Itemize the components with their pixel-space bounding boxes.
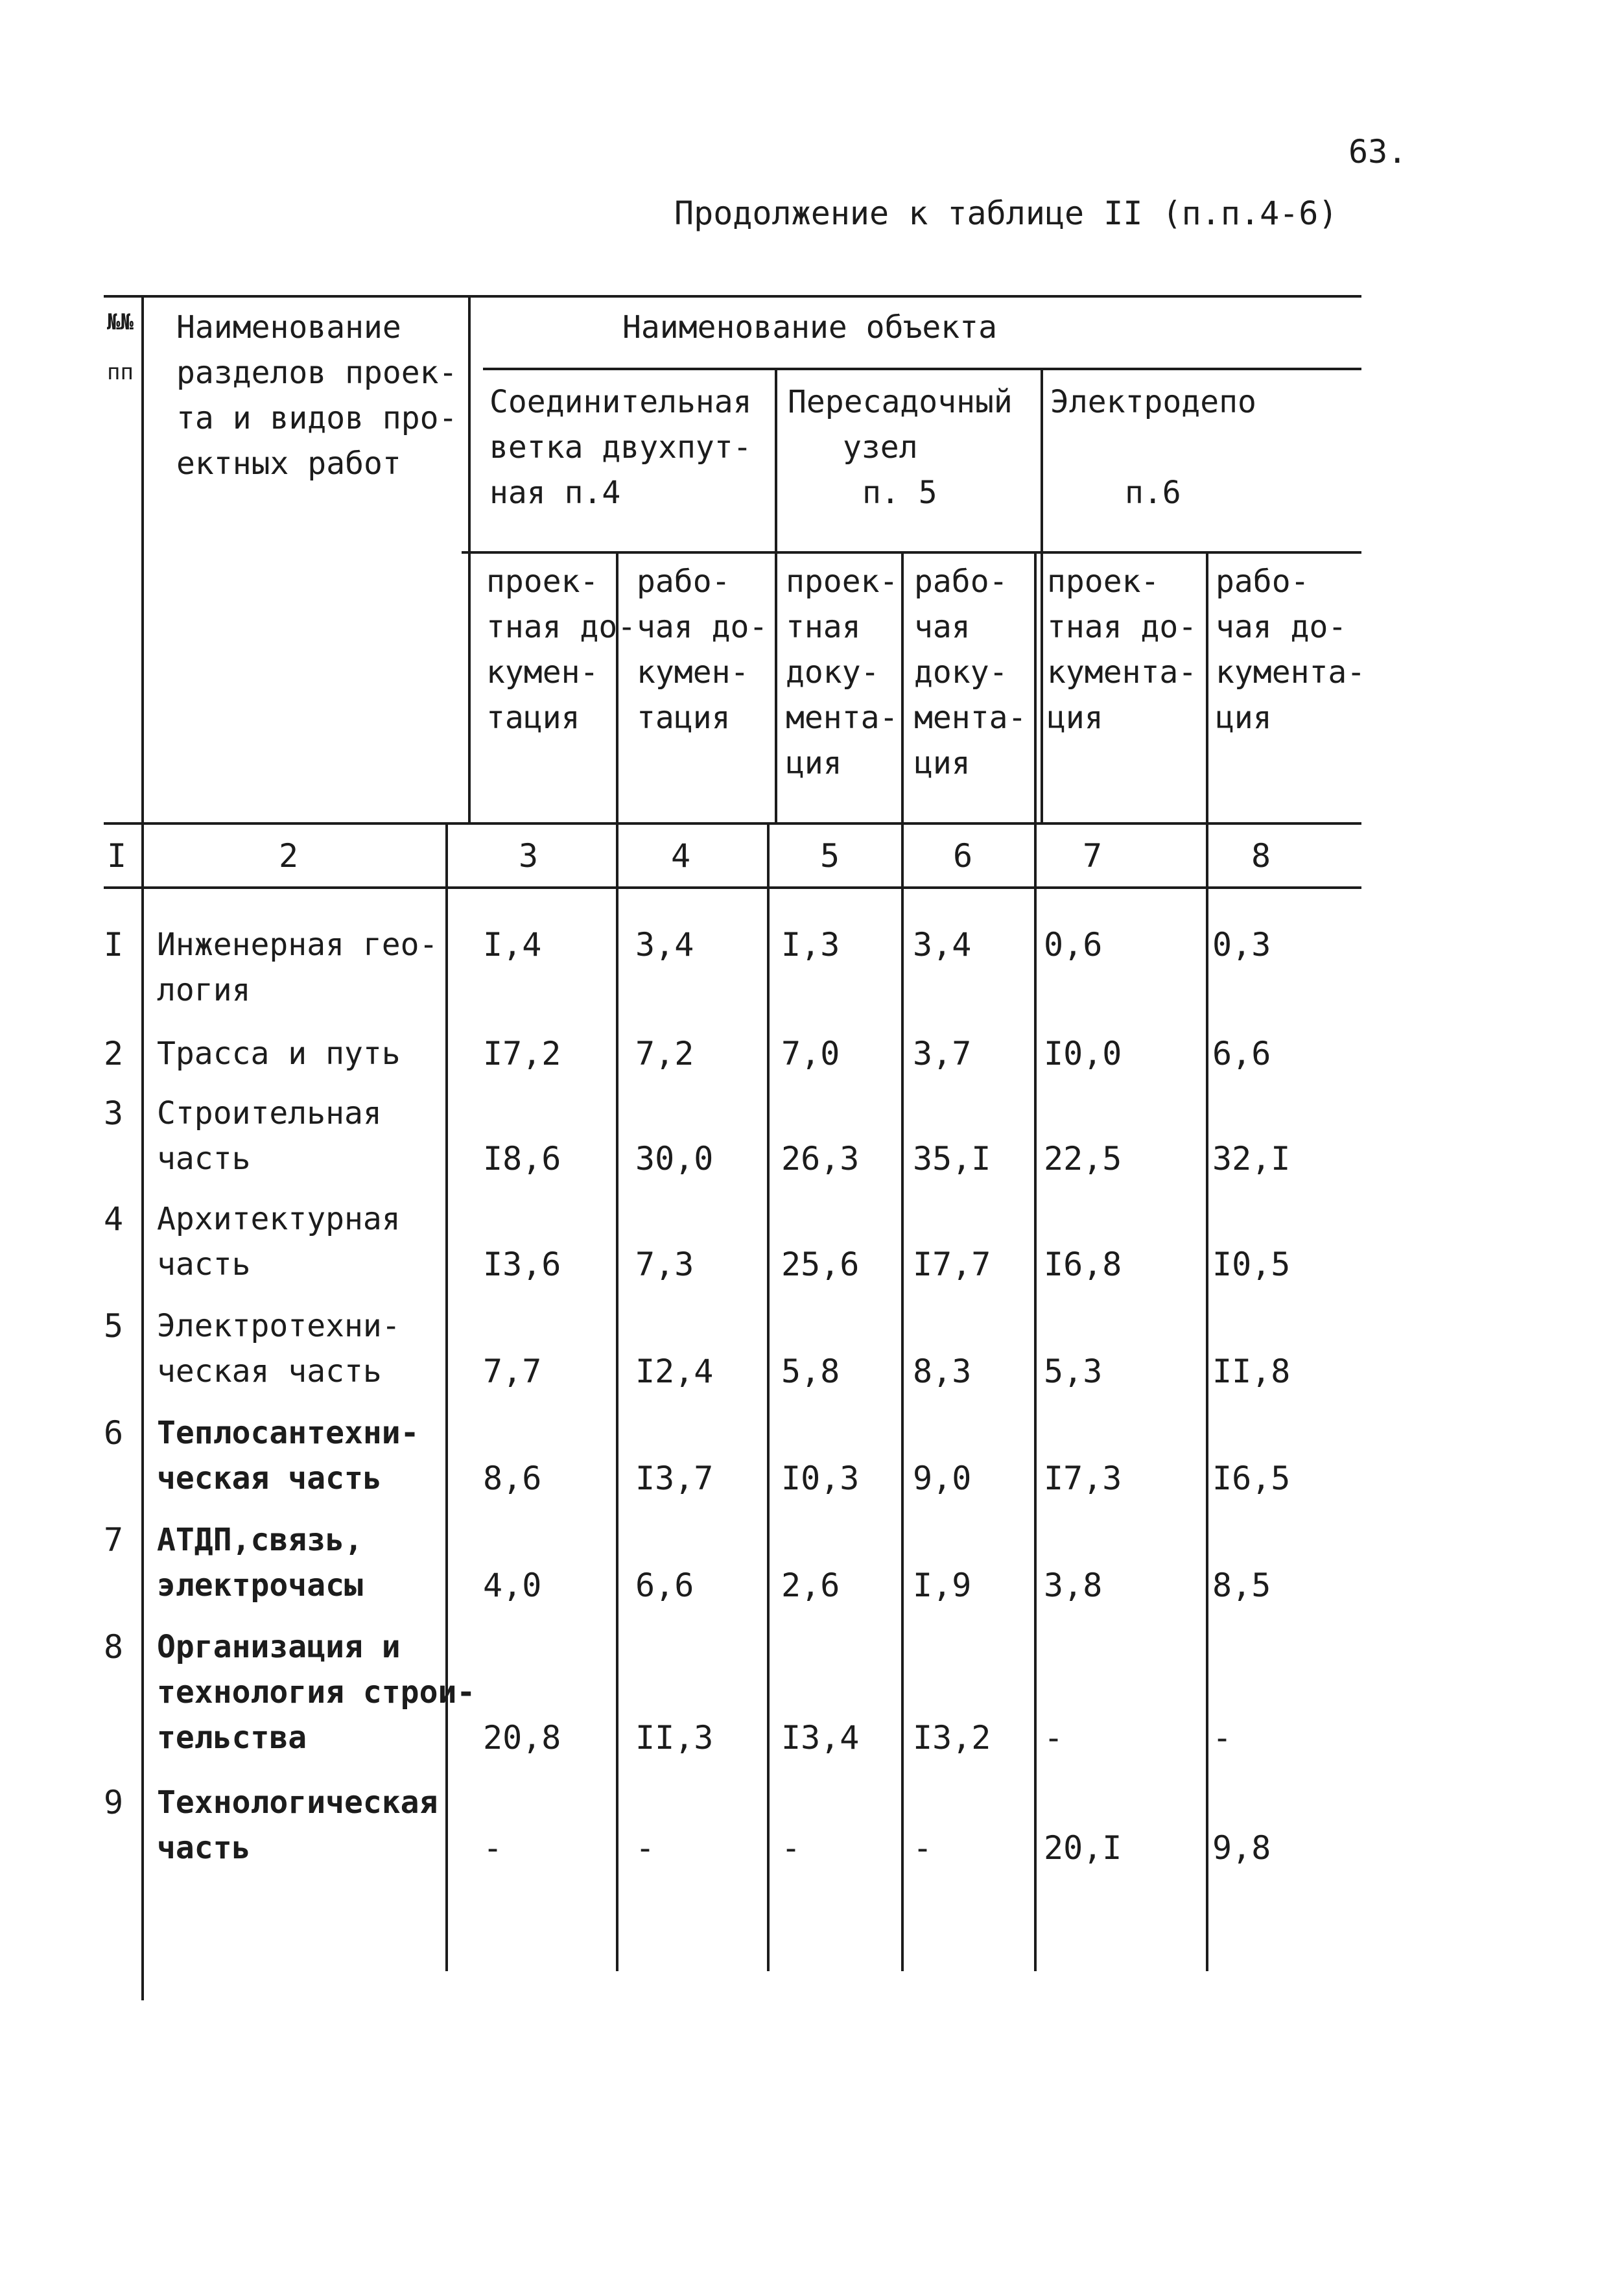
row-number: 8 bbox=[104, 1628, 124, 1666]
subcol-header: ция bbox=[914, 745, 971, 781]
col-divider-6 bbox=[1034, 551, 1037, 1971]
row-value: 20,I bbox=[1044, 1829, 1122, 1867]
row-value: I0,0 bbox=[1044, 1035, 1122, 1072]
col-divider-2-header bbox=[468, 295, 471, 822]
object-header: Пересадочный bbox=[788, 384, 1013, 420]
row-value: I3,6 bbox=[483, 1246, 561, 1283]
row-name: Электротехни- bbox=[157, 1308, 401, 1344]
row-value: I7,7 bbox=[913, 1246, 991, 1283]
column-number: 4 bbox=[671, 837, 691, 875]
object-header: ветка двухпут- bbox=[489, 429, 752, 466]
row-value: 5,3 bbox=[1044, 1353, 1103, 1390]
subcol-header: чая bbox=[914, 609, 971, 645]
col-divider-2 bbox=[445, 822, 448, 1971]
subcol-header: ция bbox=[786, 745, 842, 781]
row-value: I6,8 bbox=[1044, 1246, 1122, 1283]
row-value: I6,5 bbox=[1212, 1460, 1291, 1497]
row-number: I bbox=[104, 926, 124, 964]
subcol-header: рабо- bbox=[914, 563, 1008, 600]
page-number: 63. bbox=[1348, 133, 1407, 171]
row-value: 8,6 bbox=[483, 1460, 542, 1497]
row-value: 9,0 bbox=[913, 1460, 972, 1497]
subcol-header: кумента- bbox=[1047, 654, 1197, 691]
row-name: технология строи- bbox=[157, 1674, 476, 1711]
col-divider-4 bbox=[767, 822, 770, 1971]
row-value: I8,6 bbox=[483, 1140, 561, 1178]
column-number: 5 bbox=[820, 837, 840, 875]
row-value: 3,4 bbox=[635, 926, 694, 964]
section-name-header: та и видов про- bbox=[176, 400, 458, 436]
subcol-header: доку- bbox=[786, 654, 880, 691]
subcol-header: кумен- bbox=[486, 654, 599, 691]
row-name: тельства bbox=[157, 1720, 307, 1756]
row-value: 4,0 bbox=[483, 1567, 542, 1604]
section-name-header: разделов проек- bbox=[176, 355, 458, 391]
subcol-header: проек- bbox=[486, 563, 599, 600]
object-divider-2 bbox=[1041, 368, 1043, 822]
subcol-header: тация bbox=[486, 700, 580, 736]
col-divider-5 bbox=[901, 551, 904, 1971]
row-value: 26,3 bbox=[781, 1140, 860, 1178]
num-header: пп bbox=[107, 359, 134, 385]
row-name: Теплосантехни- bbox=[157, 1415, 419, 1451]
column-number: 2 bbox=[279, 837, 299, 875]
row-name: Организация и bbox=[157, 1629, 401, 1665]
object-header: п.6 bbox=[1125, 475, 1181, 511]
row-number: 2 bbox=[104, 1035, 124, 1072]
row-value: I,3 bbox=[781, 926, 840, 964]
table-top-rule bbox=[104, 295, 1361, 298]
row-value: I,9 bbox=[913, 1567, 972, 1604]
row-value: 5,8 bbox=[781, 1353, 840, 1390]
row-value: 7,3 bbox=[635, 1246, 694, 1283]
header-bottom-rule bbox=[104, 822, 1361, 825]
row-value: - bbox=[1212, 1719, 1232, 1757]
row-value: 8,3 bbox=[913, 1353, 972, 1390]
object-header: узел bbox=[843, 429, 918, 466]
row-value: 8,5 bbox=[1212, 1567, 1271, 1604]
row-value: I3,4 bbox=[781, 1719, 860, 1757]
row-value: 6,6 bbox=[635, 1567, 694, 1604]
row-name: АТДП,связь, bbox=[157, 1522, 363, 1558]
row-value: - bbox=[1044, 1719, 1064, 1757]
row-value: - bbox=[635, 1829, 655, 1867]
subcol-header: рабо- bbox=[1216, 563, 1310, 600]
row-value: 7,2 bbox=[635, 1035, 694, 1072]
row-value: 3,4 bbox=[913, 926, 972, 964]
row-number: 4 bbox=[104, 1200, 124, 1238]
object-name-header: Наименование объекта bbox=[622, 309, 997, 346]
row-value: 20,8 bbox=[483, 1719, 561, 1757]
row-number: 9 bbox=[104, 1784, 124, 1821]
col-divider-7 bbox=[1206, 551, 1208, 1971]
row-name: Трасса и путь bbox=[157, 1036, 401, 1072]
subcol-header: тная до- bbox=[1047, 609, 1197, 645]
row-value: 35,I bbox=[913, 1140, 991, 1178]
row-name: электрочасы bbox=[157, 1567, 363, 1604]
table-caption: Продолжение к таблице II (п.п.4-6) bbox=[674, 195, 1338, 232]
row-value: I7,2 bbox=[483, 1035, 561, 1072]
row-value: 2,6 bbox=[781, 1567, 840, 1604]
row-value: - bbox=[913, 1829, 933, 1867]
subcol-header: мента- bbox=[914, 700, 1027, 736]
subcol-header: ция bbox=[1216, 700, 1272, 736]
row-value: 22,5 bbox=[1044, 1140, 1122, 1178]
subcol-header: доку- bbox=[914, 654, 1008, 691]
row-value: I3,7 bbox=[635, 1460, 714, 1497]
subcol-header: проек- bbox=[1047, 563, 1160, 600]
column-number: 8 bbox=[1251, 837, 1271, 875]
col-divider-3 bbox=[616, 551, 618, 1971]
section-name-header: ектных работ bbox=[176, 445, 401, 482]
row-value: 3,7 bbox=[913, 1035, 972, 1072]
row-number: 5 bbox=[104, 1307, 124, 1345]
column-number: I bbox=[107, 837, 127, 875]
subcol-header: тная bbox=[786, 609, 861, 645]
row-name: Строительная bbox=[157, 1095, 382, 1131]
subcol-header: рабо- bbox=[637, 563, 731, 600]
objects-rule bbox=[483, 368, 1361, 370]
row-value: II,8 bbox=[1212, 1353, 1291, 1390]
row-name: логия bbox=[157, 972, 251, 1008]
row-value: 6,6 bbox=[1212, 1035, 1271, 1072]
subcol-header: проек- bbox=[786, 563, 899, 600]
row-name: Инженерная гео- bbox=[157, 927, 438, 963]
object-header: Электродепо bbox=[1050, 384, 1256, 420]
row-value: - bbox=[781, 1829, 801, 1867]
colnum-bottom-rule bbox=[104, 886, 1361, 889]
row-value: 7,0 bbox=[781, 1035, 840, 1072]
row-value: 3,8 bbox=[1044, 1567, 1103, 1604]
row-value: 25,6 bbox=[781, 1246, 860, 1283]
subcol-header: кумента- bbox=[1216, 654, 1366, 691]
subcol-header: чая до- bbox=[1216, 609, 1347, 645]
subcol-header: тация bbox=[637, 700, 731, 736]
subcols-rule bbox=[462, 551, 1361, 554]
row-number: 6 bbox=[104, 1414, 124, 1452]
object-header: п. 5 bbox=[862, 475, 937, 511]
row-value: I3,2 bbox=[913, 1719, 991, 1757]
row-value: I7,3 bbox=[1044, 1460, 1122, 1497]
row-value: I2,4 bbox=[635, 1353, 714, 1390]
row-value: I0,3 bbox=[781, 1460, 860, 1497]
column-number: 6 bbox=[953, 837, 973, 875]
row-value: 7,7 bbox=[483, 1353, 542, 1390]
row-value: 9,8 bbox=[1212, 1829, 1271, 1867]
row-value: 32,I bbox=[1212, 1140, 1291, 1178]
row-value: I,4 bbox=[483, 926, 542, 964]
row-value: I0,5 bbox=[1212, 1246, 1291, 1283]
row-value: - bbox=[483, 1829, 503, 1867]
row-number: 3 bbox=[104, 1095, 124, 1132]
subcol-header: ция bbox=[1047, 700, 1103, 736]
column-number: 3 bbox=[519, 837, 539, 875]
subcol-header: тная до- bbox=[486, 609, 637, 645]
object-header: ная п.4 bbox=[489, 475, 621, 511]
row-value: II,3 bbox=[635, 1719, 714, 1757]
row-number: 7 bbox=[104, 1521, 124, 1559]
object-header: Соединительная bbox=[489, 384, 752, 420]
row-name: ческая часть bbox=[157, 1353, 382, 1390]
row-name: часть bbox=[157, 1141, 251, 1177]
num-header: №№ bbox=[107, 309, 134, 335]
subcol-header: кумен- bbox=[637, 654, 749, 691]
subcol-header: мента- bbox=[786, 700, 899, 736]
subcol-header: чая до- bbox=[637, 609, 768, 645]
row-name: Архитектурная bbox=[157, 1201, 401, 1237]
row-value: 30,0 bbox=[635, 1140, 714, 1178]
row-name: часть bbox=[157, 1830, 251, 1866]
column-number: 7 bbox=[1083, 837, 1103, 875]
row-name: ческая часть bbox=[157, 1460, 382, 1497]
section-name-header: Наименование bbox=[176, 309, 401, 346]
row-value: 0,6 bbox=[1044, 926, 1103, 964]
row-name: часть bbox=[157, 1246, 251, 1283]
row-name: Технологическая bbox=[157, 1784, 438, 1821]
row-value: 0,3 bbox=[1212, 926, 1271, 964]
object-divider-1 bbox=[775, 368, 777, 822]
col-divider-1 bbox=[141, 295, 144, 2000]
